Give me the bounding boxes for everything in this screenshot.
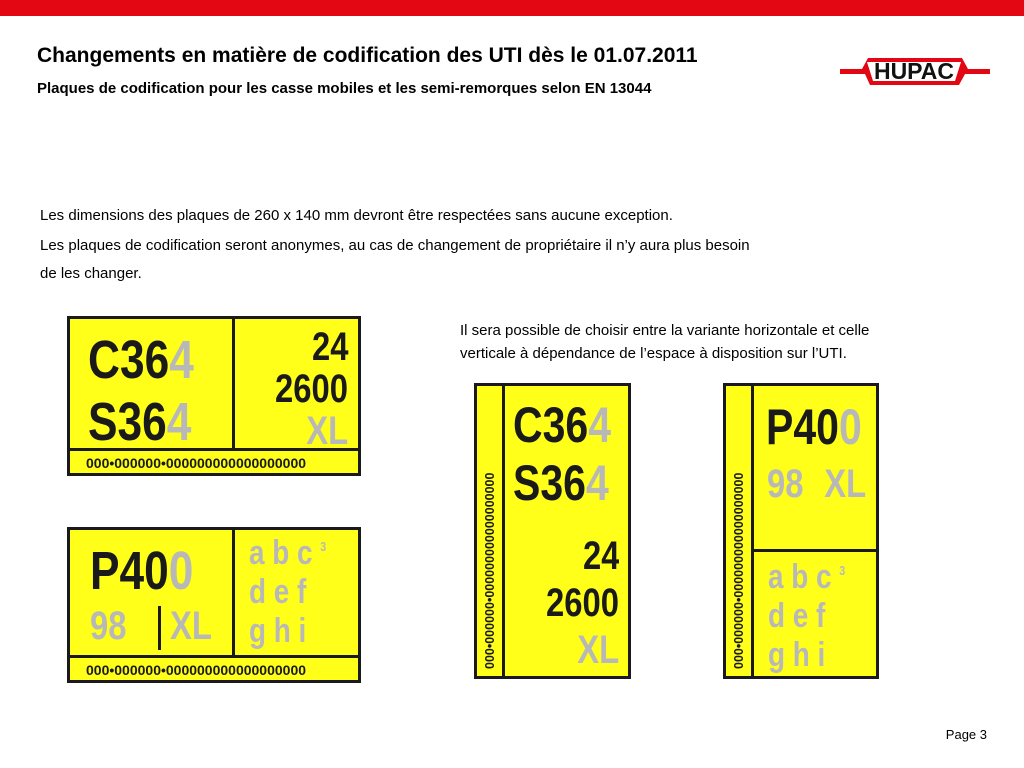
plate-value-xl: XL (824, 462, 866, 506)
plate-vertical-p400 (723, 383, 879, 679)
plate-right-values (232, 319, 358, 448)
plate-value-24: 24 (582, 534, 619, 578)
plate-letters-abc: a b c $^3$ (768, 558, 846, 596)
plate-serial-strip (726, 386, 754, 676)
plate-code-line-1: C364 (513, 397, 612, 453)
plate-serial-code: 000•000000•000000000000000000 (483, 472, 497, 669)
plate-horizontal-c364 (67, 316, 361, 476)
plate-letters-ghi: g h i (249, 612, 307, 650)
plate-main-area (70, 530, 358, 658)
plate-code-line-1: C364 (88, 330, 194, 390)
body-line-1: Les dimensions des plaques de 260 x 140 mm devront être respectées sans aucune exception. (40, 207, 673, 224)
plate-divider (158, 606, 161, 650)
plate-value-2600: 2600 (275, 367, 348, 411)
plate-values (507, 534, 619, 673)
plate-letter-grid (768, 558, 876, 675)
plate-code-line-2: S364 (513, 455, 609, 511)
plate-left-codes (88, 329, 238, 451)
plate-vertical-c364 (474, 383, 631, 679)
plate-horizontal-p400 (67, 527, 361, 683)
plate-value-98: 98 (90, 604, 127, 648)
plate-main-area (70, 319, 358, 451)
plate-main-area (754, 386, 876, 552)
plate-code-line-1: P400 (766, 399, 862, 455)
plate-serial-strip (477, 386, 505, 676)
plate-letters-def: d e f (249, 573, 307, 611)
plate-letters-ghi: g h i (768, 636, 826, 674)
plate-value-98: 98 (767, 462, 804, 506)
page-subtitle: Plaques de codification pour les casse mobiles et les semi-remorques selon EN 13044 (37, 80, 652, 97)
body-line-2: Les plaques de codification seront anonymes, au cas de changement de propriétaire il n’y aura plus besoin (40, 237, 750, 254)
plate-value-xl: XL (577, 628, 619, 672)
page-number: Page 3 (945, 727, 987, 742)
plate-value-xl: XL (170, 604, 212, 648)
top-red-bar (0, 0, 1024, 16)
plate-codes (513, 396, 628, 512)
note-line-1: Il sera possible de choisir entre la variante horizontale et celle (460, 322, 870, 339)
plate-serial-code: 000•000000•000000000000000000 (732, 472, 746, 669)
page-title: Changements en matière de codification des UTI dès le 01.07.2011 (37, 44, 698, 67)
plate-value-xl: XL (306, 409, 348, 448)
svg-text:HUPAC: HUPAC (873, 58, 955, 84)
plate-code-line-2: S364 (88, 392, 192, 451)
plate-serial-code: 000•000000•000000000000000000 (86, 662, 307, 678)
plate-serial-code: 000•000000•000000000000000000 (86, 455, 307, 471)
plate-value-2600: 2600 (546, 581, 619, 625)
plate-values (754, 460, 866, 507)
plate-code-line-1: P400 (90, 541, 194, 601)
plate-left-codes (90, 540, 240, 602)
plate-letters-def: d e f (768, 597, 826, 635)
note-line-2: verticale à dépendance de l’espace à disposition sur l’UTI. (460, 345, 847, 362)
plate-value-24: 24 (311, 325, 348, 369)
plate-letter-grid (232, 530, 358, 655)
variant-note (460, 319, 1000, 365)
hupac-logo (840, 50, 990, 92)
body-line-3: de les changer. (40, 265, 142, 282)
plate-letters-abc: a b c $^3$ (249, 534, 327, 572)
